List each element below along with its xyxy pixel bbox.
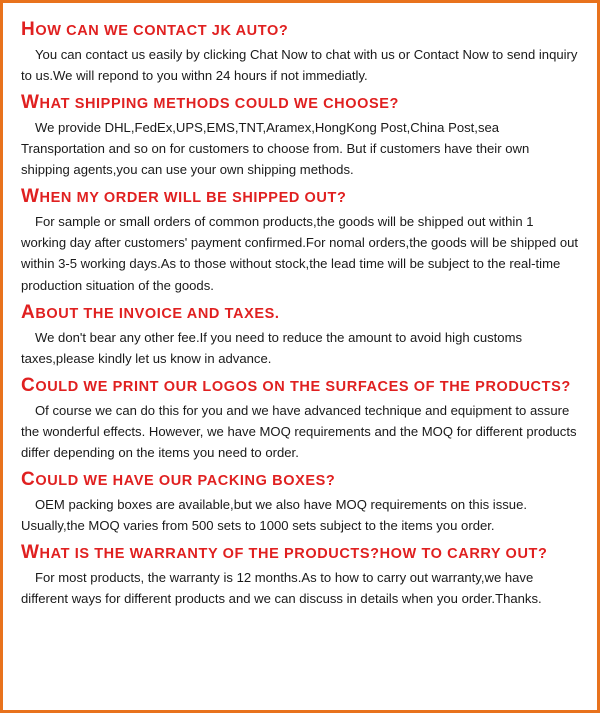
faq-answer-5: Of course we can do this for you and we have advanced technique and equipment to assure the wonderful effects. However, we have MOQ requirements and the MOQ for different products differ depending on the items you need to order. — [21, 402, 577, 460]
faq-question-text-6: OULD WE HAVE OUR PACKING BOXES? — [35, 473, 336, 490]
faq-question-1 — [21, 20, 579, 40]
faq-question-initial-1: H — [21, 19, 36, 40]
faq-item-4 — [21, 303, 579, 369]
faq-question-4 — [21, 303, 579, 323]
faq-item-6 — [21, 470, 579, 536]
faq-answer-7: For most products, the warranty is 12 months.As to how to carry out warranty,we have different ways for different products and we can discuss in details when you order.Thanks. — [21, 569, 542, 607]
faq-answer-2: We provide DHL,FedEx,UPS,EMS,TNT,Aramex,HongKong Post,China Post,sea Transportation and so on for customers to choose from. But if customers have their own shipping agents,you can use your own shipping methods. — [21, 119, 530, 178]
faq-question-text-1: OW CAN WE CONTACT JK AUTO? — [35, 23, 289, 39]
faq-question-7 — [21, 543, 579, 563]
faq-item-5 — [21, 376, 579, 463]
faq-answer-6: OEM packing boxes are available,but we also have MOQ requirements on this issue. Usually,the MOQ varies from 500 sets to 1000 sets subject to the items you order. — [21, 496, 527, 534]
faq-item-1 — [21, 20, 579, 86]
faq-question-text-4: BOUT THE INVOICE AND TAXES. — [35, 305, 280, 322]
faq-answer-4: We don't bear any other fee.If you need to reduce the amount to avoid high customs taxes,please kindly let us know in advance. — [21, 329, 523, 366]
faq-question-2 — [21, 93, 579, 113]
faq-answer-3: For sample or small orders of common products,the goods will be shipped out within 1 working day after customers' payment confirmed.For nomal orders,the goods will be shipped out within 3-5 working days.As to those without stock,the lead time will be subject to the real-time production situation of the goods. — [21, 214, 579, 293]
faq-question-initial-7: W — [21, 542, 40, 564]
faq-question-text-7: HAT IS THE WARRANTY OF THE PRODUCTS?HOW TO CARRY OUT? — [39, 546, 548, 563]
faq-item-7 — [21, 543, 579, 609]
faq-question-6 — [21, 470, 579, 490]
faq-question-initial-3: W — [21, 186, 40, 208]
faq-question-text-2: HAT SHIPPING METHODS COULD WE CHOOSE? — [39, 96, 400, 113]
faq-question-initial-5: C — [21, 374, 36, 396]
faq-question-3 — [21, 187, 579, 207]
faq-question-initial-2: W — [21, 92, 40, 114]
faq-question-text-5: OULD WE PRINT OUR LOGOS ON THE SURFACES OF THE PRODUCTS? — [35, 378, 571, 395]
faq-question-initial-4: A — [21, 301, 36, 323]
faq-question-initial-6: C — [21, 469, 36, 491]
faq-question-text-3: HEN MY ORDER WILL BE SHIPPED OUT? — [39, 190, 347, 207]
faq-question-5 — [21, 376, 579, 396]
faq-item-3 — [21, 187, 579, 295]
faq-answer-1: You can contact us easily by clicking Chat Now to chat with us or Contact Now to send inquiry to us.We will repond to you withn 24 hours if not immediatly. — [21, 46, 578, 83]
faq-item-2 — [21, 93, 579, 180]
